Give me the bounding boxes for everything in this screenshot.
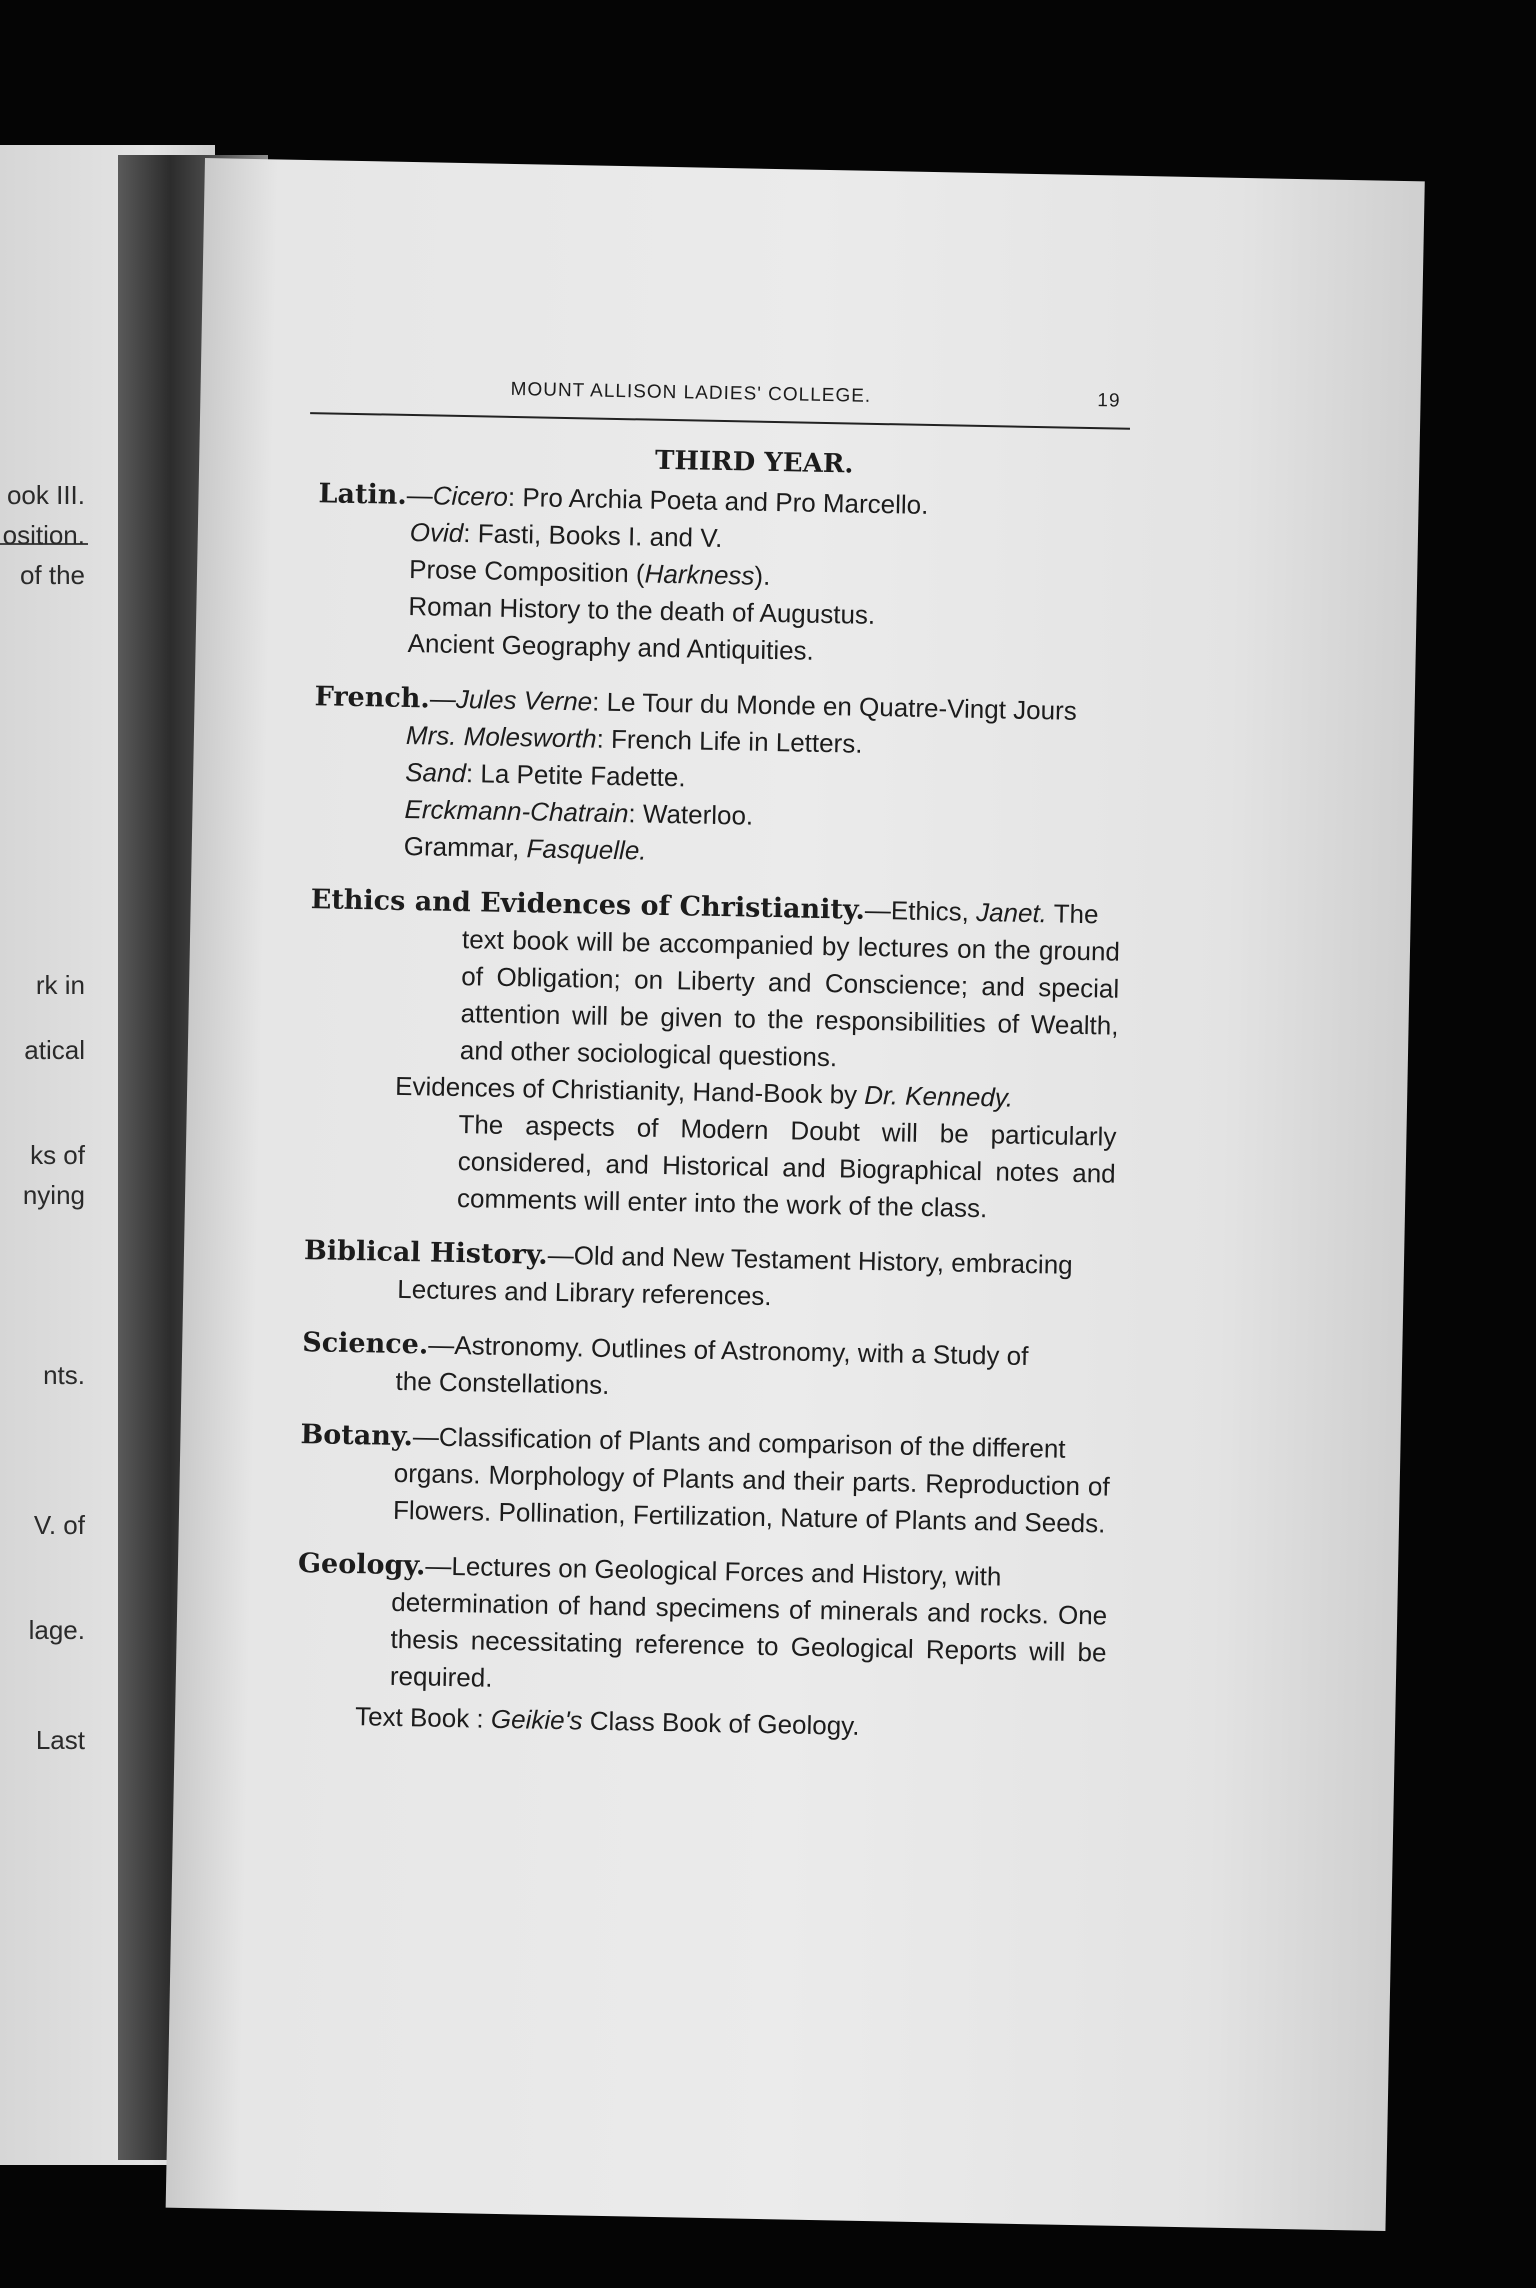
course-paragraph: organs. Morphology of Plants and their parts. Reproduction of Flowers. Pollination, Fertilization, Nature of Plants and Seeds. bbox=[392, 1457, 1110, 1539]
course-text: The bbox=[1046, 898, 1099, 930]
facing-page-fragment: atical bbox=[24, 1035, 85, 1065]
course-text: Roman History to the death of Augustus. bbox=[408, 590, 876, 630]
facing-page-fragment: Last bbox=[35, 1725, 85, 1755]
ethics-section bbox=[305, 881, 1121, 1229]
facing-page-fragment: osition. bbox=[2, 520, 85, 550]
author-name: Janet. bbox=[975, 896, 1048, 929]
course-text: Text Book : bbox=[354, 1701, 492, 1734]
author-name: Mrs. Molesworth bbox=[405, 719, 597, 754]
course-text: Evidences of Christianity, Hand-Book by bbox=[394, 1070, 865, 1110]
french-section: French.—Jules Verne: Le Tour du Monde en Quatre-Vingt Jours Mrs. Molesworth: French Life in Letters. Sand: La Petite Fadette. Erckmann-Chatrain: Waterloo. Grammar, Fasquelle. bbox=[314, 681, 1078, 866]
botany-section bbox=[299, 1416, 1111, 1543]
course-text: —Classification of Plants and comparison of the different bbox=[412, 1421, 1066, 1464]
course-text: —Ethics, bbox=[864, 894, 977, 927]
author-name: Sand bbox=[404, 756, 467, 789]
facing-page-fragment: rk in bbox=[35, 970, 85, 1000]
course-text: ). bbox=[754, 560, 771, 591]
course-paragraph: text book will be accompanied by lectures on the ground of Obligation; on Liberty and Conscience; and special attention will be given to the responsibilities of Wealth, and other sociological questions. bbox=[459, 924, 1121, 1073]
author-name: Geikie's bbox=[490, 1703, 583, 1736]
course-text: —Astronomy. Outlines of Astronomy, with a Study of bbox=[428, 1329, 1029, 1372]
course-text: —Old and New Testament History, embracing bbox=[547, 1239, 1073, 1280]
facing-page-fragment: nying bbox=[22, 1180, 85, 1210]
course-text: : Fasti, Books I. and V. bbox=[463, 518, 723, 554]
course-text: : Pro Archia Poeta and Pro Marcello. bbox=[507, 481, 929, 520]
course-text: : French Life in Letters. bbox=[596, 723, 863, 759]
course-text: —Lectures on Geological Forces and History, with bbox=[425, 1550, 1002, 1592]
course-paragraph: The aspects of Modern Doubt will be particularly considered, and Historical and Biographical notes and comments will enter into the work of the class. bbox=[456, 1109, 1117, 1224]
subject-heading: French. bbox=[314, 681, 431, 715]
biblical-history-section bbox=[303, 1232, 1114, 1322]
facing-page-fragment: lage. bbox=[28, 1615, 85, 1645]
geology-section bbox=[295, 1545, 1108, 1750]
facing-page-fragment: ook III. bbox=[6, 480, 85, 510]
subject-heading: Botany. bbox=[300, 1419, 414, 1453]
course-text: : Le Tour du Monde en Quatre-Vingt Jours bbox=[591, 686, 1078, 726]
subject-heading: Biblical History. bbox=[303, 1235, 549, 1271]
facing-page-fragment: of the bbox=[19, 560, 85, 590]
facing-page-fragment: nts. bbox=[43, 1360, 85, 1390]
course-text: Ancient Geography and Antiquities. bbox=[407, 627, 815, 666]
book-page bbox=[166, 158, 1425, 2231]
facing-page-fragment: ks of bbox=[30, 1140, 85, 1170]
running-header bbox=[320, 370, 1131, 420]
course-text: Class Book of Geology. bbox=[582, 1705, 860, 1741]
page-content bbox=[294, 370, 1130, 1767]
latin-section: Latin.—Cicero: Pro Archia Poeta and Pro Marcello. Ovid: Fasti, Books I. and V. Prose Composition (Harkness). Roman History to the death of Augustus. Ancient Geography and Antiquities. bbox=[315, 475, 1128, 676]
subject-heading: Ethics and Evidences of Christianity. bbox=[310, 884, 866, 926]
course-text: Prose Composition ( bbox=[408, 553, 645, 589]
author-name: Harkness bbox=[644, 558, 755, 591]
author-name: Cicero bbox=[432, 480, 509, 512]
facing-page-fragment: V. of bbox=[33, 1510, 85, 1540]
science-section bbox=[301, 1324, 1112, 1414]
section-title: THIRD YEAR. bbox=[654, 445, 854, 480]
subject-heading: Latin. bbox=[318, 478, 408, 511]
author-name: Jules Verne bbox=[455, 683, 593, 717]
course-text: Grammar, bbox=[403, 830, 527, 864]
author-name: Dr. Kennedy. bbox=[864, 1079, 1014, 1113]
running-title: MOUNT ALLISON LADIES' COLLEGE. bbox=[510, 378, 872, 407]
course-text: : La Petite Fadette. bbox=[465, 758, 686, 793]
course-text: : Waterloo. bbox=[628, 798, 754, 831]
author-name: Erckmann-Chatrain bbox=[404, 793, 629, 829]
subject-heading: Geology. bbox=[297, 1548, 426, 1582]
author-name: Ovid bbox=[409, 517, 464, 549]
course-text: the Constellations. bbox=[395, 1365, 610, 1400]
course-text: Lectures and Library references. bbox=[397, 1273, 772, 1312]
course-paragraph: determination of hand specimens of minerals and rocks. One thesis necessitating reference to Geological Reports will be required. bbox=[389, 1586, 1108, 1693]
page-number: 19 bbox=[1097, 390, 1121, 412]
subject-heading: Science. bbox=[301, 1327, 429, 1361]
author-name: Fasquelle. bbox=[526, 833, 647, 866]
